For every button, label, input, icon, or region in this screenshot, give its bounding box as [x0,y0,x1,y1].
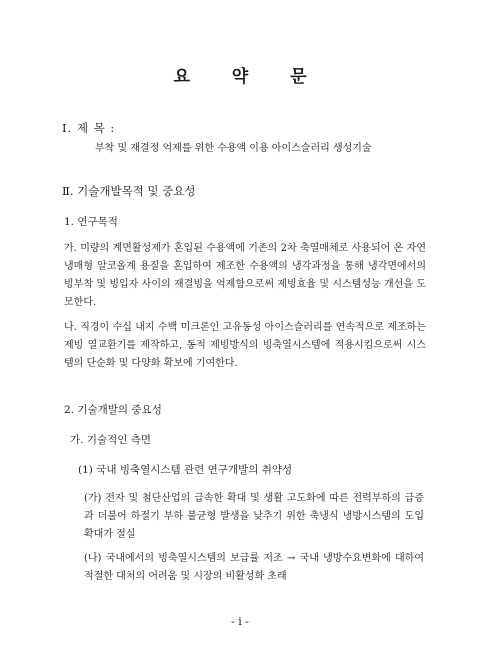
project-subject: 부착 및 재결정 억제를 위한 수용액 이용 아이스슬러리 생성기술 [95,143,372,154]
importance-heading: 2. 기술개발의 중요성 [64,404,162,416]
technical-aspect-heading: 가. 기술적인 측면 [70,434,152,446]
page-number: - i - [231,615,249,628]
page-title: 요 약 문 [173,67,325,87]
purpose-paragraph-ga: 가. 미량의 계면활성제가 혼입된 수용액에 기존의 2차 축열매체로 사용되어 온 자연냉매형 알코올계 용질을 혼입하여 제조한 수용액의 냉각과정을 통해 냉각면에서의 빙부착 및 빙입자 사이의 재결빙을 억제함으로써 제빙효율 및 시스템성능 개선을 도모한다. [64,243,426,308]
purpose-paragraph-na: 나. 직경이 수십 내지 수백 미크론인 고유동성 아이스슬러리를 연속적으로 제조하는 제빙 열교환기를 제작하고, 동적 제빙방식의 빙축열시스템에 적용시킴으로써 시스템의 단순화 및 다양화 확보에 기여한다. [64,322,426,369]
item-1-paragraph-ga: (가) 전자 및 첨단산업의 급속한 확대 및 생활 고도화에 따른 전력부하의 급증과 더불어 하절기 부하 불균형 발생을 낮추기 위한 축냉식 냉방시스템의 도입 확대가 절실 [84,493,424,540]
research-purpose-heading: 1. 연구목적 [64,216,118,228]
section-1-label: Ⅰ. 제 목 : [62,121,116,135]
item-1-paragraph-na: (나) 국내에서의 빙축열시스템의 보급률 저조 → 국내 냉방수요변화에 대하여 적절한 대처의 어려움 및 시장의 비활성화 초래 [84,553,424,582]
section-2-label: Ⅱ. 기술개발목적 및 중요성 [62,184,196,198]
item-1-heading: (1) 국내 빙축열시스템 관련 연구개발의 취약성 [78,464,293,476]
